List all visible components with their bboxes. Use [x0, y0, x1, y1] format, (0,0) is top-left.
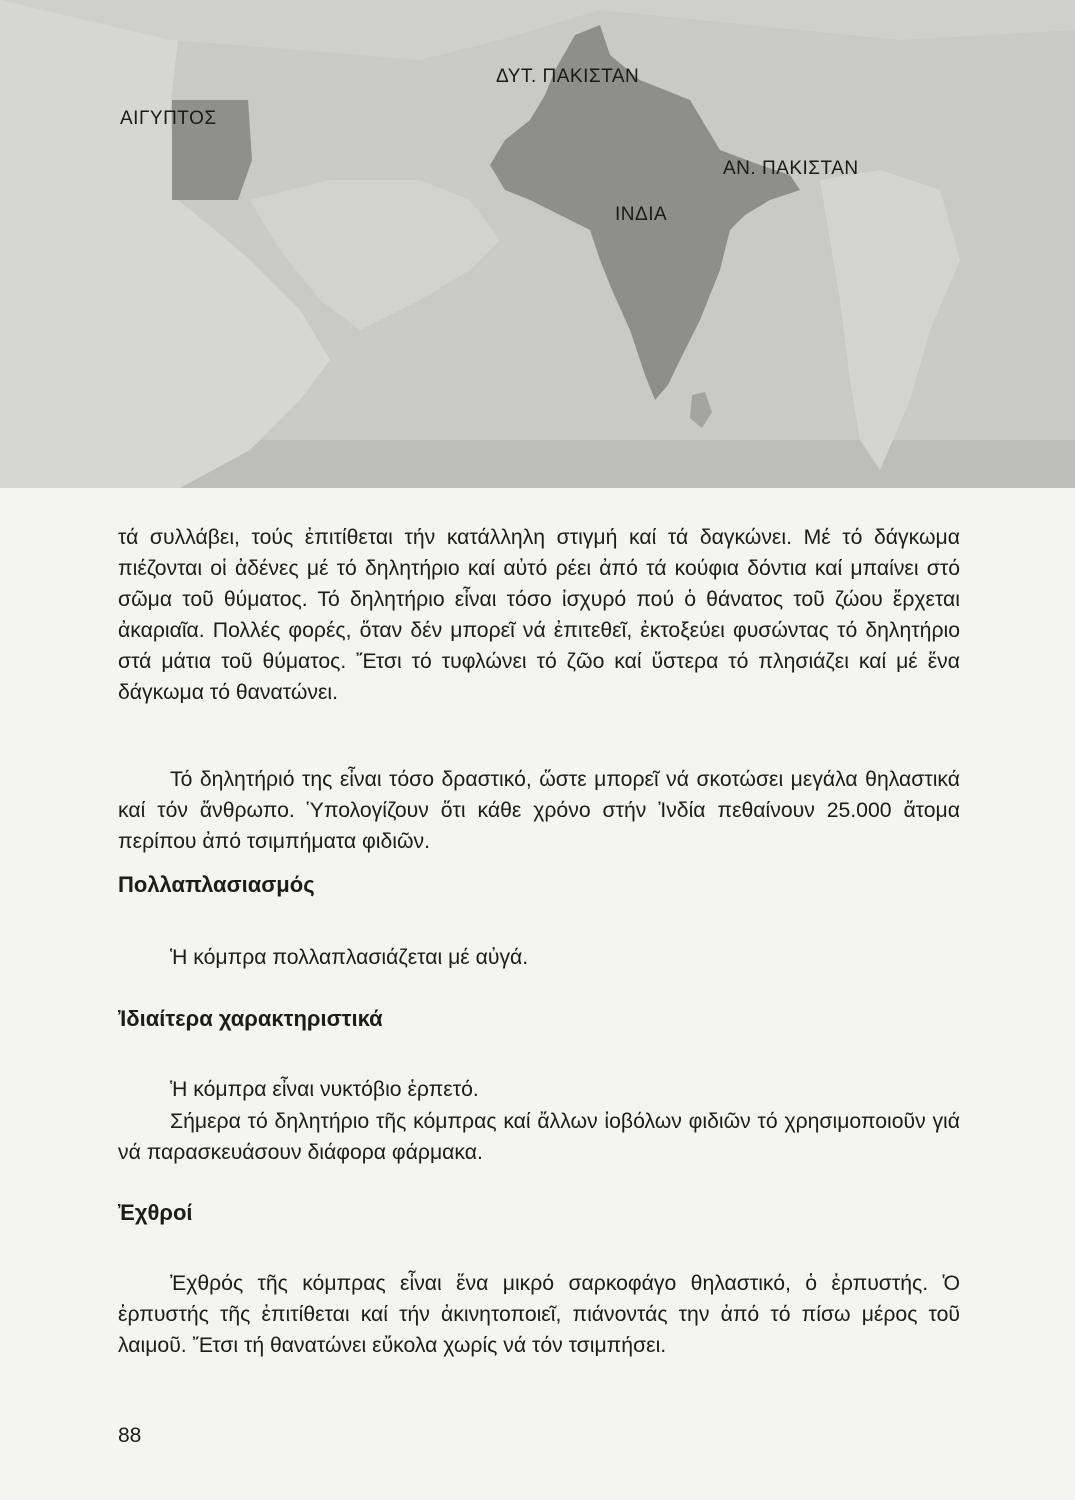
paragraph-medicine: Σήμερα τό δηλητήριο τῆς κόμπρας καί ἄλλων ἰοβόλων φιδιῶν τό χρησιμοποιοῦν γιά νά παρασκευάσουν διάφορα φάρμακα.	[118, 1110, 960, 1164]
map-label-west-pakistan: ΔΥΤ. ΠΑΚΙΣΤΑΝ	[496, 66, 640, 87]
map-label-egypt: ΑΙΓΥΠΤΟΣ	[120, 108, 217, 129]
heading-reproduction: Πολλαπλασιασμός	[118, 872, 315, 897]
page-number: 88	[118, 1424, 142, 1447]
paragraph-reproduction: Ἡ κόμπρα πολλαπλασιάζεται μέ αὐγά.	[170, 946, 529, 969]
paragraph-nocturnal: Ἡ κόμπρα εἶναι νυκτόβιο ἑρπετό.	[170, 1078, 479, 1101]
heading-enemies: Ἐχθροί	[118, 1200, 193, 1225]
heading-characteristics: Ἰδιαίτερα χαρακτηριστικά	[118, 1006, 383, 1031]
map-label-east-pakistan: ΑΝ. ΠΑΚΙΣΤΑΝ	[723, 158, 859, 179]
map-figure	[0, 0, 1075, 488]
map-label-india: ΙΝΔΙΑ	[615, 204, 668, 225]
paragraph-venom: Τό δηλητήριό της εἶναι τόσο δραστικό, ὥστε μπορεῖ νά σκοτώσει μεγάλα θηλαστικά καί τόν ἄνθρωπο. Ὑπολογίζουν ὅτι κάθε χρόνο στήν Ἰνδία πεθαίνουν 25.000 ἄτομα περίπου ἀπό τσιμπήματα φιδιῶν.	[118, 768, 960, 853]
paragraph-attack: τά συλλάβει, τούς ἐπιτίθεται τήν κατάλληλη στιγμή καί τά δαγκώνει. Μέ τό δάγκωμα πιέζονται οἱ ἀδένες μέ τό δηλητήριο καί αὐτό ρέει ἀπό τά κούφια δόντια καί μπαίνει στό σῶμα τοῦ θύματος. Τό δηλητήριο εἶναι τόσο ἰσχυρό πού ὁ θάνατος τοῦ ζώου ἔρχεται ἀκαριαῖα. Πολλές φορές, ὅταν δέν μπορεῖ νά ἐπιτεθεῖ, ἐκτοξεύει φυσώντας τό δηλητήριο στά μάτια τοῦ θύματος. Ἔτσι τό τυφλώνει τό ζῶο καί ὕστερα τό πλησιάζει καί μέ ἕνα δάγκωμα τό θανατώνει.	[118, 526, 960, 704]
paragraph-enemies: Ἐχθρός τῆς κόμπρας εἶναι ἕνα μικρό σαρκοφάγο θηλαστικό, ὁ ἑρπυστής. Ὁ ἑρπυστής τῆς ἐπιτίθεται καί τήν ἀκινητοποιεῖ, πιάνοντάς την ἀπό τό πίσω μέρος τοῦ λαιμοῦ. Ἔτσι τή θανατώνει εὔκολα χωρίς νά τόν τσιμπήσει.	[118, 1272, 960, 1357]
